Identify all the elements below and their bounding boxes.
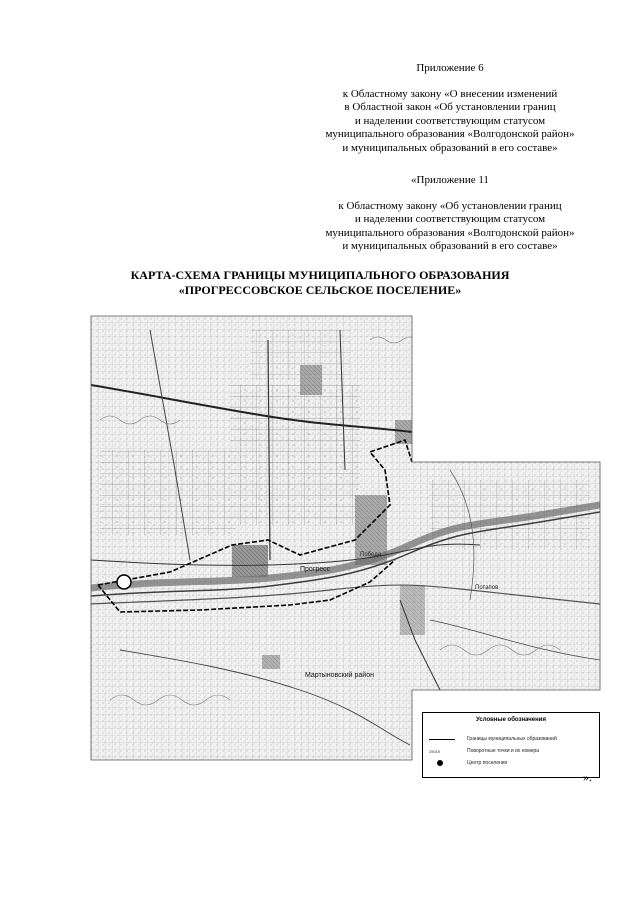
annex-6-line: к Областному закону «О внесении изменений xyxy=(342,87,558,100)
settlement-center-marker xyxy=(117,575,131,589)
legend-title: Условные обозначения xyxy=(476,717,546,723)
map-label-progress: Прогресс xyxy=(300,566,331,573)
annex-6-line: в Областной закон «Об установлении границ xyxy=(344,101,556,113)
map-area xyxy=(91,316,601,760)
annex-11-line: и наделении соответствующим статусом xyxy=(354,213,546,225)
legend-label: Границы муниципальных образований xyxy=(467,736,557,742)
annex-6-line: муниципального образования «Волгодонской район» xyxy=(325,128,575,140)
annex-11-line: к Областному закону «Об установлении границ xyxy=(338,199,562,212)
legend-item-boundary xyxy=(429,735,593,745)
annex-6-line: и муниципальных образований в его составе» xyxy=(342,141,558,154)
legend-label: Центр поселения xyxy=(467,760,508,766)
annex-6-line: и наделении соответствующим статусом xyxy=(354,114,546,127)
document-title-line1: КАРТА-СХЕМА ГРАНИЦЫ МУНИЦИПАЛЬНОГО ОБРАЗОВАНИЯ xyxy=(130,268,510,282)
map-legend xyxy=(422,712,600,778)
turning-point-number: 25019 xyxy=(429,749,441,754)
annex-6-title: Приложение 6 xyxy=(416,62,484,74)
boundary-line-icon xyxy=(429,739,455,740)
settlement-progress xyxy=(232,545,268,577)
map-label-potapov: Потапов xyxy=(475,585,499,591)
closing-quote: ». xyxy=(583,770,592,784)
annex-11-line: муниципального образования «Волгодонской район» xyxy=(325,226,575,239)
annex-11-line: и муниципальных образований в его составе» xyxy=(342,240,558,252)
map-label-pobeda: Победа xyxy=(360,552,382,558)
settlement-center-dot-icon xyxy=(437,760,443,766)
legend-item-settlement-center xyxy=(429,759,593,769)
legend-item-turning-points xyxy=(429,747,593,757)
map-label-martynovsky-district: Мартыновский район xyxy=(305,672,374,679)
document-title-line2: «ПРОГРЕССОВСКОЕ СЕЛЬСКОЕ ПОСЕЛЕНИЕ» xyxy=(178,283,462,297)
legend-label: Поворотные точки и их номера xyxy=(467,748,540,754)
annex-11-title: «Приложение 11 xyxy=(411,174,489,186)
